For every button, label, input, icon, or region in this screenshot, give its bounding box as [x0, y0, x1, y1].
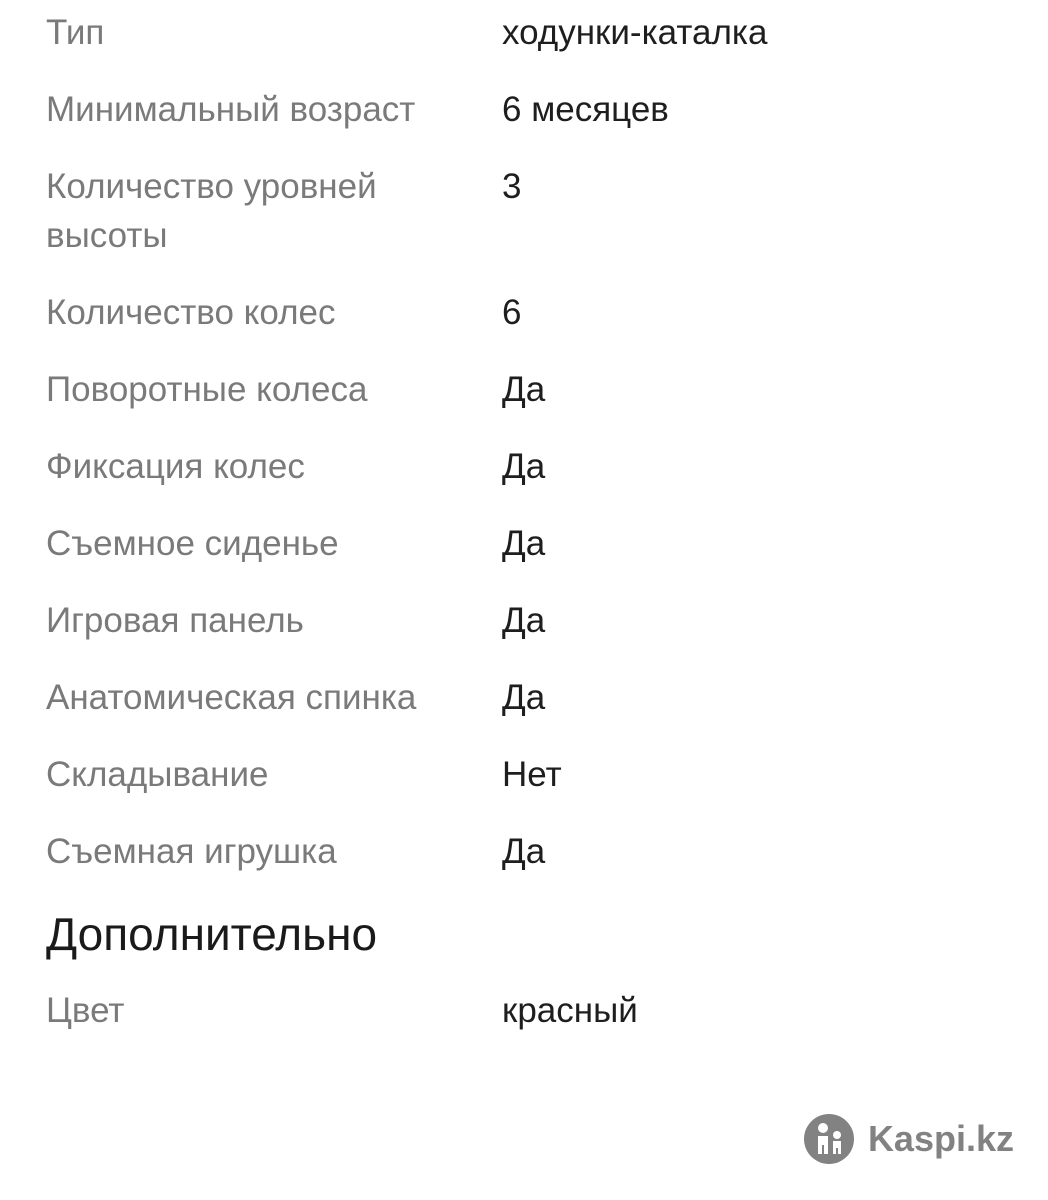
spec-row-folding [46, 750, 1006, 799]
spec-label: Фиксация колес [46, 447, 305, 486]
spec-value: Нет [502, 755, 562, 794]
spec-value: 6 месяцев [502, 90, 669, 129]
spec-label: Съемная игрушка [46, 832, 337, 871]
spec-row-anatomic-back [46, 673, 1006, 722]
spec-label: Количество колес [46, 293, 336, 332]
kaspi-watermark [804, 1114, 1014, 1164]
spec-row-play-panel [46, 596, 1006, 645]
spec-row-min-age [46, 85, 1006, 134]
section-title-additional: Дополнительно [46, 908, 378, 960]
spec-row-type [46, 8, 1006, 57]
spec-value: Да [502, 832, 546, 871]
spec-value: Да [502, 524, 546, 563]
spec-row-swivel-wheels [46, 365, 1006, 414]
spec-label: Игровая панель [46, 601, 304, 640]
spec-row-wheel-lock [46, 442, 1006, 491]
spec-value: красный [502, 991, 638, 1030]
spec-value: Да [502, 447, 546, 486]
spec-row-height-levels [46, 162, 1006, 260]
kaspi-watermark-text: Kaspi.kz [867, 1118, 1014, 1159]
specifications-list [46, 8, 1006, 1063]
spec-label: Складывание [46, 755, 269, 794]
spec-value: Да [502, 370, 546, 409]
spec-label: Съемное сиденье [46, 524, 339, 563]
spec-label: Анатомическая спинка [46, 678, 417, 717]
spec-value: ходунки-каталка [502, 13, 768, 52]
spec-row-removable-seat [46, 519, 1006, 568]
kaspi-logo-icon [804, 1114, 854, 1164]
spec-row-removable-toy [46, 827, 1006, 876]
spec-label: Количество уровней высоты [46, 167, 377, 255]
spec-value: Да [502, 601, 546, 640]
spec-label: Минимальный возраст [46, 90, 416, 129]
spec-value: Да [502, 678, 546, 717]
spec-label: Поворотные колеса [46, 370, 368, 409]
spec-row-wheel-count [46, 288, 1006, 337]
spec-label: Цвет [46, 991, 125, 1030]
spec-row-color [46, 986, 1006, 1035]
spec-value: 3 [502, 167, 522, 206]
spec-value: 6 [502, 293, 522, 332]
spec-label: Тип [46, 13, 105, 52]
